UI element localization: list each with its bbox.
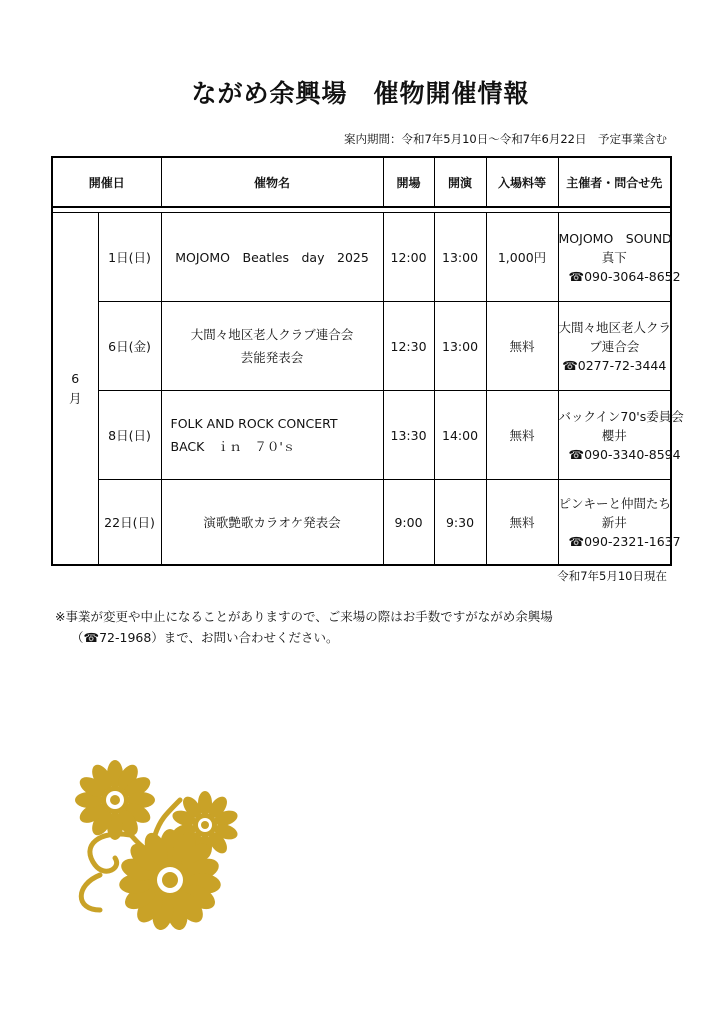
event-date: 1日(日) [98, 213, 161, 302]
flower-small [75, 760, 155, 840]
event-schedule-table [51, 156, 684, 566]
month-unit: 月 [68, 390, 82, 406]
notice-line-1: ※事業が変更や中止になることがありますので、ご来場の際はお手数ですがながめ余興場 [55, 609, 553, 624]
event-name [161, 213, 383, 302]
admission-fee: 無料 [486, 302, 558, 391]
header-event: 催物名 [161, 157, 383, 207]
open-time: 9:00 [383, 480, 434, 566]
open-time: 13:30 [383, 391, 434, 480]
organizer-name: MOJOMO SOUND [558, 230, 672, 246]
organizer-person: 真下 [601, 249, 627, 265]
organizer-contact [558, 480, 681, 566]
organizer-person: 櫻井 [601, 427, 627, 443]
start-time: 13:00 [434, 302, 486, 391]
month-cell [52, 213, 98, 566]
table-row [52, 302, 671, 391]
event-name [161, 302, 383, 391]
notice [55, 606, 553, 648]
organizer-name: 大間々地区老人クラ [558, 319, 672, 335]
event-date: 6日(金) [98, 302, 161, 391]
organizer-phone: ☎0277-72-3444 [562, 357, 667, 373]
notice-line-2: （☎72-1968）まで、お問い合わせください。 [71, 630, 339, 645]
open-time: 12:00 [383, 213, 434, 302]
event-name-line: FOLK AND ROCK CONCERT [170, 416, 338, 431]
table-row [52, 480, 671, 566]
event-name-line: MOJOMO Beatles day 2025 [175, 249, 369, 265]
organizer-contact [558, 391, 684, 480]
header-date: 開催日 [52, 157, 161, 207]
event-date: 8日(日) [98, 391, 161, 480]
start-time: 13:00 [434, 213, 486, 302]
event-name [161, 391, 383, 480]
organizer-contact [558, 213, 681, 302]
organizer-phone: ☎090-3340-8594 [568, 446, 681, 462]
organizer-contact [558, 302, 671, 391]
organizer-name: バックイン70's委員会 [558, 408, 684, 424]
event-date: 22日(日) [98, 480, 161, 566]
admission-fee: 1,000円 [486, 213, 558, 302]
start-time: 9:30 [434, 480, 486, 566]
table-row [52, 391, 671, 480]
header-fee: 入場料等 [486, 157, 558, 207]
event-name-line: 芸能発表会 [240, 350, 304, 365]
open-time: 12:30 [383, 302, 434, 391]
organizer-phone: ☎090-2321-1637 [568, 533, 681, 549]
event-name-line: BACK ｉｎ ７０'ｓ [170, 439, 296, 454]
header-organizer: 主催者・問合せ先 [558, 157, 671, 207]
table-row [52, 213, 671, 302]
organizer-name: ピンキーと仲間たち [558, 495, 672, 511]
header-start: 開演 [434, 157, 486, 207]
organizer-name-cont: ブ連合会 [589, 338, 640, 354]
month-number: 6 [71, 370, 80, 386]
event-name-line: 演歌艶歌カラオケ発表会 [203, 514, 341, 530]
start-time: 14:00 [434, 391, 486, 480]
table-header-row [52, 157, 671, 207]
event-name-line: 大間々地区老人クラブ連合会 [190, 327, 354, 342]
chrysanthemum-decoration [60, 760, 250, 930]
admission-fee: 無料 [486, 391, 558, 480]
guide-period: 案内期間：令和7年5月10日～令和7年6月22日 予定事業含む [343, 132, 667, 146]
organizer-phone: ☎090-3064-8652 [568, 268, 681, 284]
as-of-date: 令和7年5月10日現在 [557, 569, 667, 583]
page-title: ながめ余興場 催物開催情報 [191, 79, 530, 108]
header-open: 開場 [383, 157, 434, 207]
organizer-person: 新井 [601, 514, 627, 530]
event-name [161, 480, 383, 566]
admission-fee: 無料 [486, 480, 558, 566]
